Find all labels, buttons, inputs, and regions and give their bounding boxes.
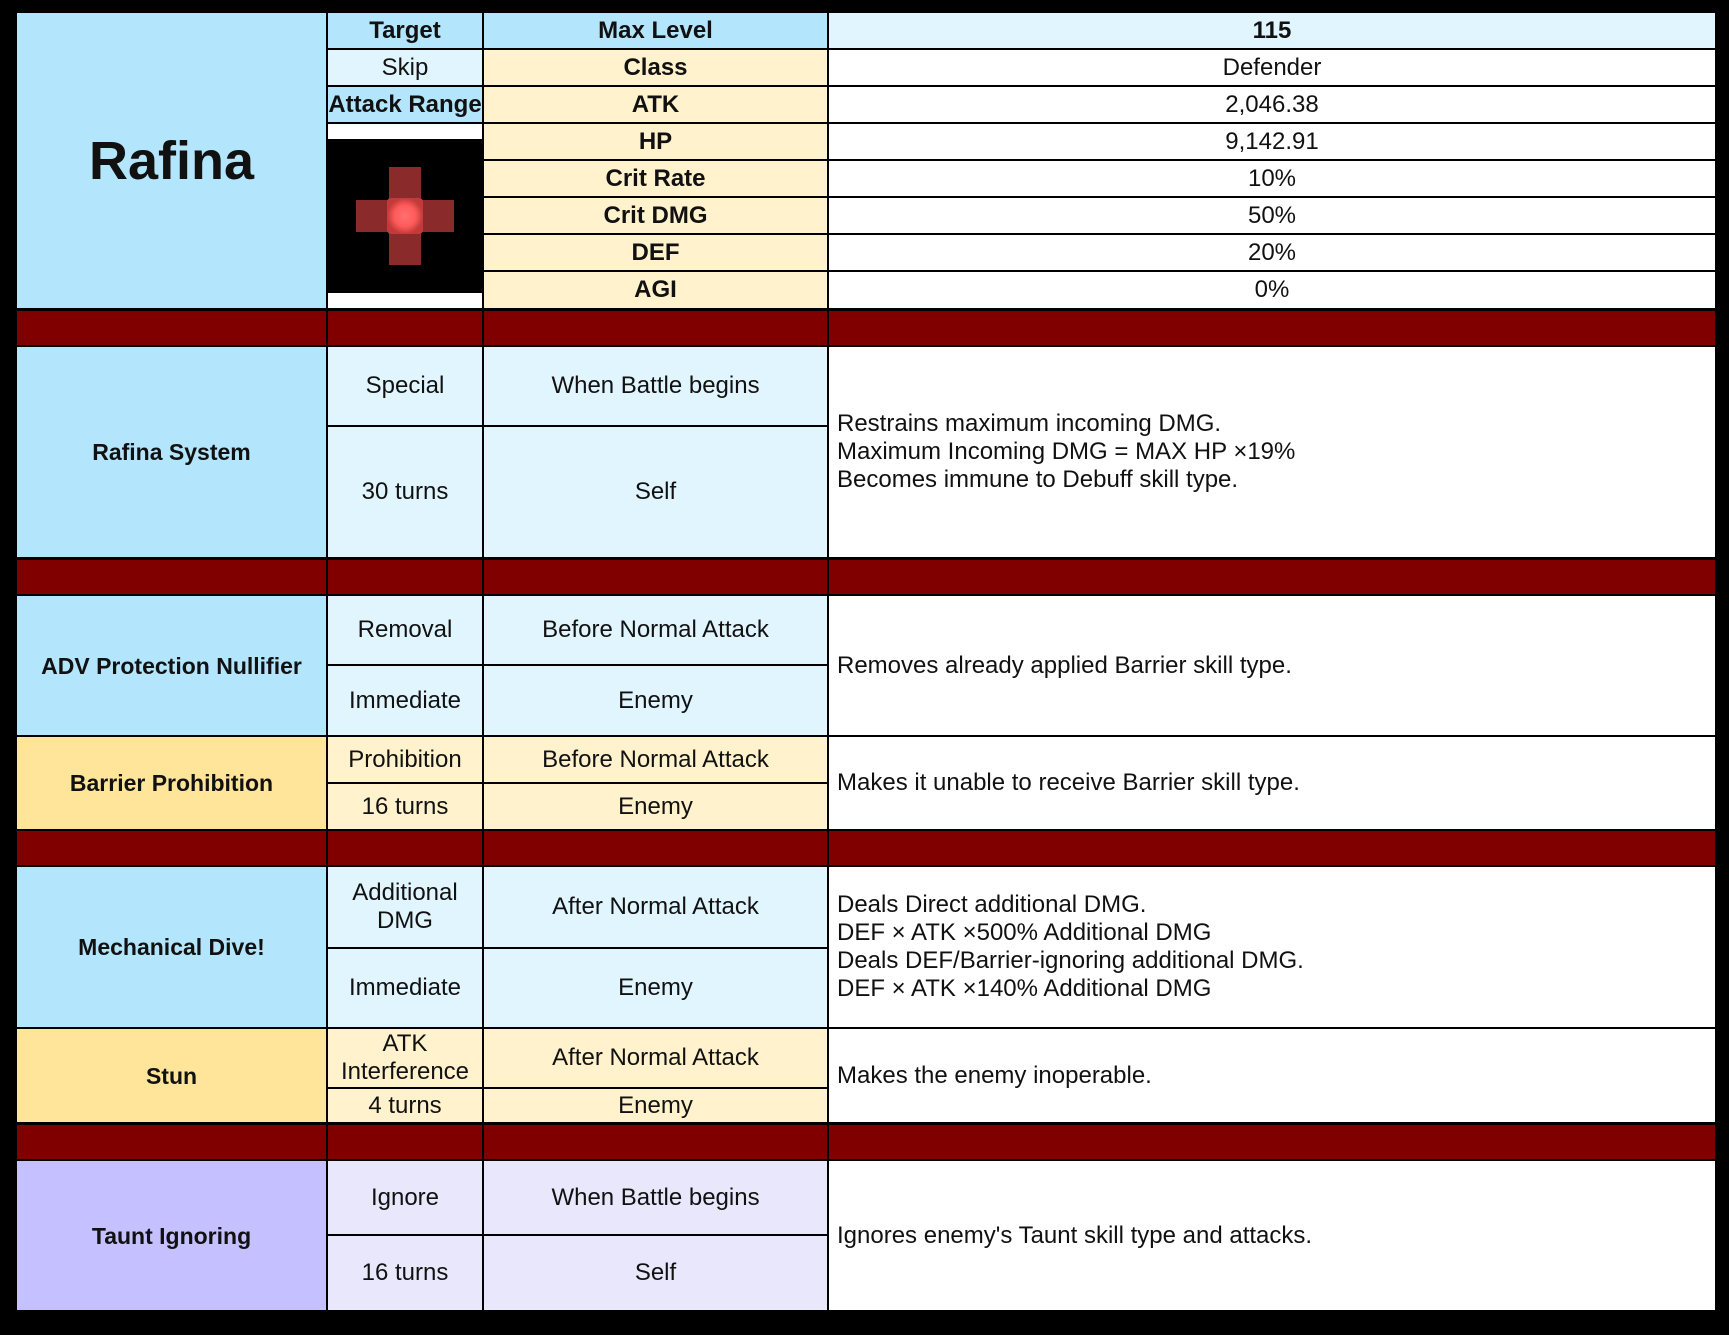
stat-value-hp: 9,142.91 <box>829 124 1715 159</box>
skill-duration: Immediate <box>328 666 482 735</box>
attack-range-cell <box>328 124 482 308</box>
stat-value-def: 20% <box>829 235 1715 270</box>
separator <box>17 831 326 865</box>
skill-description: Makes the enemy inoperable. <box>829 1029 1715 1122</box>
skill-timing: When Battle begins <box>484 347 827 425</box>
separator <box>829 1125 1715 1159</box>
skill-description: Ignores enemy's Taunt skill type and attacks. <box>829 1161 1715 1310</box>
skill-name-adv-protection-nullifier: ADV Protection Nullifier <box>17 596 326 735</box>
skill-duration: 4 turns <box>328 1089 482 1122</box>
target-value: Skip <box>328 50 482 85</box>
separator <box>484 311 827 345</box>
skill-target: Enemy <box>484 784 827 829</box>
skill-type: ATK Interference <box>328 1029 482 1087</box>
skill-description: Removes already applied Barrier skill type. <box>829 596 1715 735</box>
skill-type: Ignore <box>328 1161 482 1234</box>
skill-target: Enemy <box>484 1089 827 1122</box>
red-plus-range-icon <box>328 139 482 293</box>
separator <box>829 831 1715 865</box>
skill-name-barrier-prohibition: Barrier Prohibition <box>17 737 326 829</box>
skill-timing: After Normal Attack <box>484 1029 827 1087</box>
stat-value-crit-rate: 10% <box>829 161 1715 196</box>
stat-value-atk: 2,046.38 <box>829 87 1715 122</box>
skill-duration: 30 turns <box>328 427 482 557</box>
separator <box>484 831 827 865</box>
separator <box>829 311 1715 345</box>
skill-target: Enemy <box>484 949 827 1027</box>
skill-target: Enemy <box>484 666 827 735</box>
skill-duration: 16 turns <box>328 1236 482 1310</box>
stat-label-class: Class <box>484 50 827 85</box>
separator <box>328 311 482 345</box>
stat-label-atk: ATK <box>484 87 827 122</box>
skill-timing: Before Normal Attack <box>484 596 827 664</box>
skill-timing: When Battle begins <box>484 1161 827 1234</box>
skill-type: Prohibition <box>328 737 482 782</box>
skill-description: Deals Direct additional DMG. DEF × ATK ×500% Additional DMG Deals DEF/Barrier-ignoring additional DMG. DEF × ATK ×140% Additional DMG <box>829 867 1715 1027</box>
skill-type: Removal <box>328 596 482 664</box>
skill-name-taunt-ignoring: Taunt Ignoring <box>17 1161 326 1310</box>
skill-name-stun: Stun <box>17 1029 326 1122</box>
skill-duration: Immediate <box>328 949 482 1027</box>
separator <box>328 560 482 594</box>
max-level-label: Max Level <box>484 13 827 48</box>
separator <box>328 1125 482 1159</box>
skill-duration: 16 turns <box>328 784 482 829</box>
skill-name-mechanical-dive: Mechanical Dive! <box>17 867 326 1027</box>
stat-label-crit-dmg: Crit DMG <box>484 198 827 233</box>
separator <box>484 560 827 594</box>
skill-description: Restrains maximum incoming DMG. Maximum Incoming DMG = MAX HP ×19% Becomes immune to Debuff skill type. <box>829 347 1715 557</box>
stat-value-class: Defender <box>829 50 1715 85</box>
stat-label-crit-rate: Crit Rate <box>484 161 827 196</box>
stat-value-crit-dmg: 50% <box>829 198 1715 233</box>
stat-label-hp: HP <box>484 124 827 159</box>
separator <box>17 311 326 345</box>
target-header: Target <box>328 13 482 48</box>
separator <box>17 560 326 594</box>
skill-timing: Before Normal Attack <box>484 737 827 782</box>
stat-value-agi: 0% <box>829 272 1715 308</box>
separator <box>484 1125 827 1159</box>
skill-target: Self <box>484 427 827 557</box>
max-level-value: 115 <box>829 13 1715 48</box>
stat-label-def: DEF <box>484 235 827 270</box>
separator <box>328 831 482 865</box>
skill-timing: After Normal Attack <box>484 867 827 947</box>
separator <box>829 560 1715 594</box>
skill-description: Makes it unable to receive Barrier skill type. <box>829 737 1715 829</box>
skill-name-rafina-system: Rafina System <box>17 347 326 557</box>
separator <box>17 1125 326 1159</box>
attack-range-label: Attack Range <box>328 87 482 122</box>
unit-name: Rafina <box>17 13 326 308</box>
skill-target: Self <box>484 1236 827 1310</box>
skill-type: Additional DMG <box>328 867 482 947</box>
skill-type: Special <box>328 347 482 425</box>
stat-label-agi: AGI <box>484 272 827 308</box>
